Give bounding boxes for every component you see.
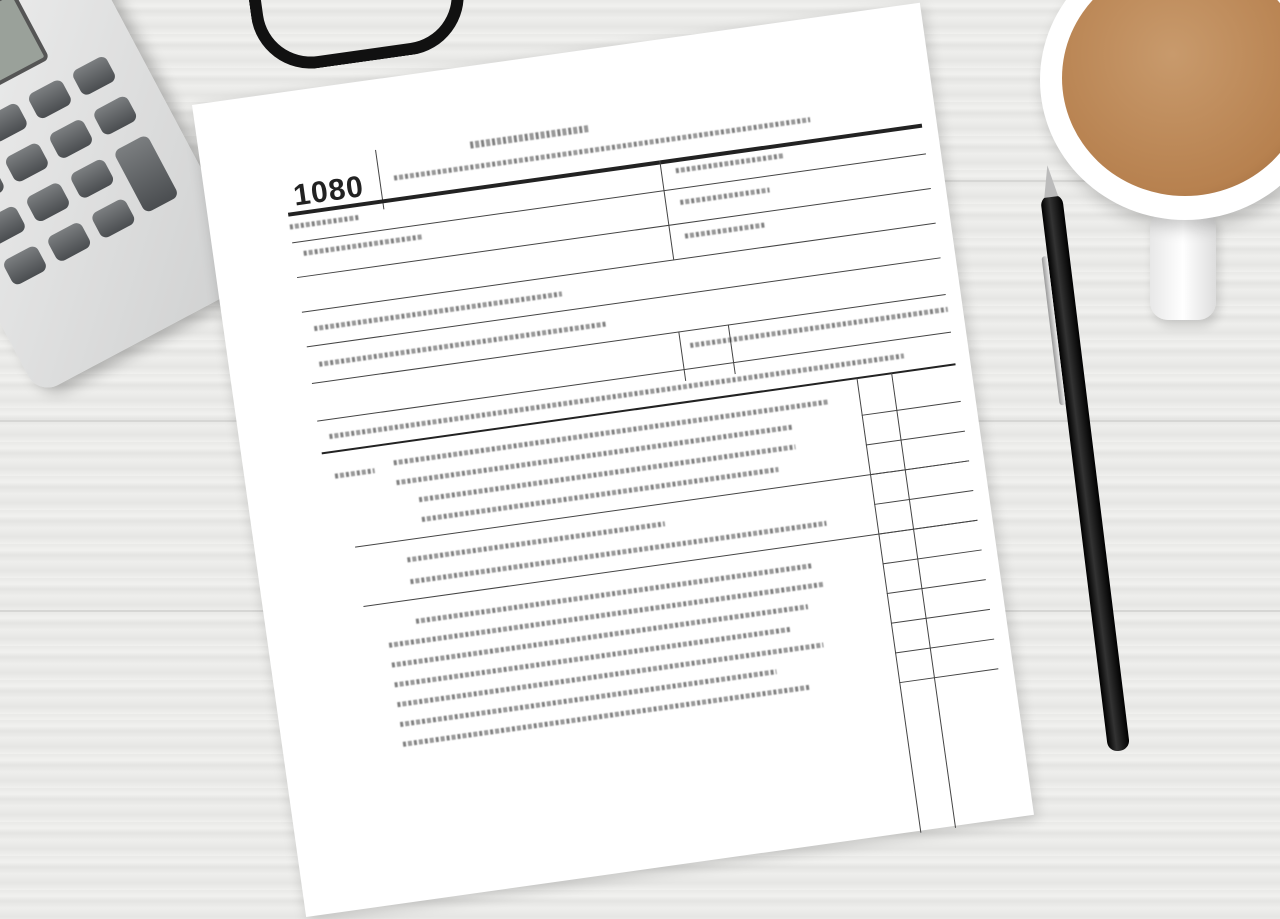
form-text: [407, 521, 665, 562]
form-text: [319, 321, 607, 366]
calculator-key: [48, 118, 95, 161]
pen: [1040, 194, 1130, 753]
amount-line: [887, 579, 986, 594]
amount-line: [866, 431, 965, 446]
calculator-key: [0, 165, 6, 208]
eyeglasses: [243, 0, 472, 76]
calculator-key: [27, 78, 74, 121]
amount-line: [891, 609, 990, 624]
amount-line: [883, 549, 982, 564]
form-text: [314, 291, 562, 331]
divider: [728, 324, 736, 374]
calculator-key: [92, 94, 139, 137]
amount-line: [874, 490, 973, 505]
amount-line: [878, 520, 977, 535]
cup-handle: [1150, 210, 1216, 320]
form-text: [335, 468, 375, 479]
calculator-key: [46, 221, 93, 264]
coffee-cup: [1040, 0, 1280, 220]
form-text: [329, 353, 904, 439]
amount-line: [862, 401, 961, 416]
divider: [678, 331, 686, 381]
coffee: [1062, 0, 1280, 196]
pen-clip: [1041, 256, 1065, 406]
calculator-key: [0, 204, 27, 247]
form-line: [312, 294, 946, 384]
calculator-key: [69, 157, 116, 200]
amount-line: [895, 639, 994, 654]
form-number: 1080: [291, 170, 367, 213]
divider: [659, 160, 674, 259]
amount-line: [899, 668, 998, 683]
form-line: [302, 223, 936, 313]
tax-form: [192, 3, 1034, 917]
calculator-key: [25, 181, 72, 224]
amount-line: [870, 460, 969, 475]
form-title-text: [470, 125, 590, 149]
form-text: [290, 215, 360, 230]
calculator-key: [71, 55, 118, 98]
calculator-key: [4, 141, 51, 184]
calculator-key: [2, 244, 49, 287]
form-text: [685, 223, 765, 239]
calculator-key: [90, 197, 137, 240]
pen-tip: [1040, 164, 1058, 197]
calculator-key: [0, 101, 29, 144]
form-line: [307, 257, 941, 347]
form-text: [680, 187, 770, 204]
